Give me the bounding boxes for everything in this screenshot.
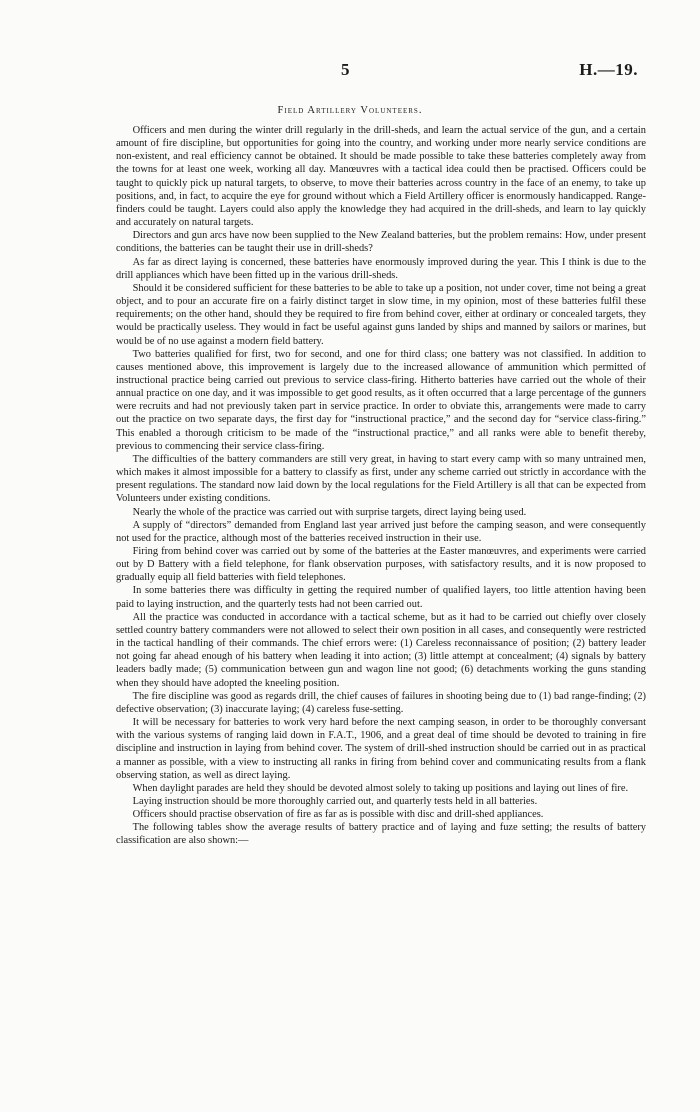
paragraph: Two batteries qualified for first, two for second, and one for third class; one battery was not classified. In addition to causes mentioned above, this improvement is largely due to the increased allowance of ammunition which permitted of instructional practice being carried out previous to service class-firing. Hitherto batteries have carried out the whole of their annual practice on one day, and it was impossible to get good results, as it often occurred that a large percentage of the gunners were recruits and had not previously taken part in service practice. In order to obviate this, arrangements were made to carry out the practice on two separate days, the first day for “instructional practice,” and the second day for “service class-firing.” This enabled a thorough criticism to be made of the “instructional practice,” and all ranks were able to benefit thereby, previous to commencing their service class-firing. — [116, 348, 646, 452]
paragraph: Laying instruction should be more thoroughly carried out, and quarterly tests held in all batteries. — [132, 795, 538, 807]
paragraph: Nearly the whole of the practice was carried out with surprise targets, direct laying being used. — [132, 506, 527, 518]
paragraph: The difficulties of the battery commanders are still very great, in having to start every camp with so many untrained men, which makes it almost impossible for a battery to classify as first, under any scheme carried out strictly in accordance with the present regulations. The standard now laid down by the local regulations for the Field Artillery is all that can be expected from Volunteers under existing conditions. — [116, 453, 646, 505]
paragraph: Officers and men during the winter drill regularly in the drill-sheds, and learn the actual service of the gun, and a certain amount of fire discipline, but opportunities for going into the country, and working under more nearly service conditions are non-existent, and real efficiency cannot be obtained. It should be made possible to take these batteries completely away from the towns for at least one week, working all day. Manœuvres with a tactical idea could then be practised. Officers could be taught to quickly pick up natural targets, to observe, to move their batteries across country in the face of an enemy, to take up positions, and, in fact, to acquire the eye for ground without which a Field Artillery officer is enormously handicapped. Range-finders could be taught. Layers could also apply the knowledge they had acquired in the drill-sheds, and learn to lay quickly and accurately on natural targets. — [116, 125, 646, 229]
paragraph: Firing from behind cover was carried out by some of the batteries at the Easter manœuvres, and experiments were carried out by D Battery with a field telephone, for flank observation purposes, with satisfactory results, and it is now proposed to gradually equip all field batteries with field telephones. — [116, 546, 646, 584]
paragraph: Should it be considered sufficient for these batteries to be able to take up a position, not under cover, time not being a great object, and to pour an accurate fire on a fairly distinct target in slow time, in my opinion, most of these batteries fulfil these requirements; on the other hand, should they be required to fire from behind cover, either at ordinary or concealed targets, they would be practically useless. They would in fact be useful against guns landed by ships and manned by sailors or marines, but would be of no use against a modern field battery. — [116, 282, 646, 347]
paragraph: As far as direct laying is concerned, these batteries have enormously improved during the year. This I think is due to the drill appliances which have been fitted up in the various drill-sheds. — [116, 256, 646, 281]
paragraph: When daylight parades are held they should be devoted almost solely to taking up positions and laying out lines of fire. — [132, 782, 629, 794]
document-reference: H.—19. — [579, 60, 638, 79]
paragraph: Directors and gun arcs have now been supplied to the New Zealand batteries, but the problem remains: How, under present conditions, the batteries can be taught their use in drill-sheds? — [116, 230, 646, 255]
section-title: Field Artillery Volunteers. — [277, 105, 423, 116]
paragraph: A supply of “directors” demanded from England last year arrived just before the camping season, and were consequently not used for the practice, although most of the batteries received instruction in their use. — [116, 519, 646, 544]
page-number: 5 — [341, 60, 350, 79]
paragraph: The following tables show the average results of battery practice and of laying and fuze setting; the results of battery classification are also shown:— — [116, 822, 646, 847]
paragraph: It will be necessary for batteries to work very hard before the next camping season, in order to be thoroughly conversant with the various systems of ranging laid down in F.A.T., 1906, and a great deal of time should be devoted to training in fire discipline and instruction in laying from behind cover. The system of drill-shed instruction should be carried out in as practical a manner as possible, with a view to instructing all ranks in firing from behind cover and communicating results from a flank observing station, as well as direct laying. — [116, 717, 646, 781]
paragraph: The fire discipline was good as regards drill, the chief causes of failures in shooting being due to (1) bad range-finding; (2) defective observation; (3) inaccurate laying; (4) careless fuse-setting. — [116, 690, 646, 715]
paragraph: In some batteries there was difficulty in getting the required number of qualified layers, too little attention having been paid to laying instruction, and the quarterly tests had not been carried out. — [116, 585, 646, 610]
body-text — [116, 124, 646, 848]
paragraph: Officers should practise observation of fire as far as is possible with disc and drill-shed appliances. — [132, 809, 544, 821]
paragraph: All the practice was conducted in accordance with a tactical scheme, but as it had to be carried out chiefly over closely settled country battery commanders were not allowed to select their own position in all cases, and consequently were restricted in the tactical handling of their commands. The chief errors were: (1) Careless reconnaissance of position; (2) battery leader not going far ahead enough of his battery when leading it into action; (3) little attempt at concealment; (4) signals by battery leaders badly made; (5) communication between gun and wagon line not good; (6) detachments working the guns standing when they should have adopted the kneeling position. — [116, 611, 646, 689]
